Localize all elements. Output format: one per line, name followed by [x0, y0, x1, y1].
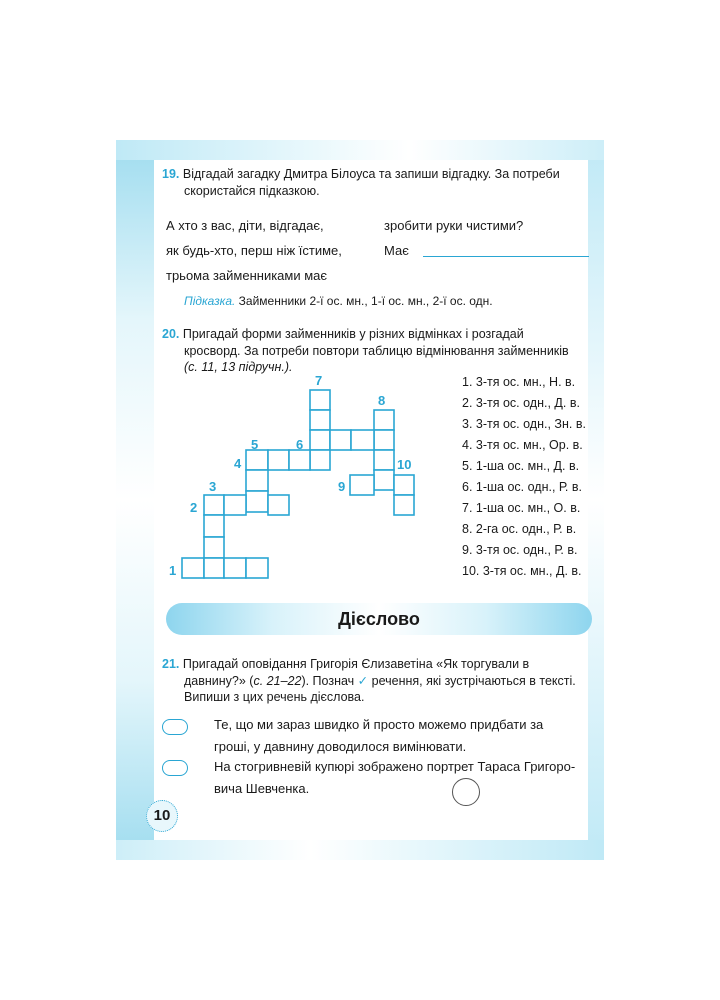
sentence1	[214, 714, 543, 758]
crossword-cell[interactable]	[394, 495, 414, 515]
crossword-cell[interactable]	[374, 470, 394, 490]
clue-item: 3. 3-тя ос. одн., Зн. в.	[462, 417, 586, 431]
hint-label: Підказка.	[184, 294, 236, 308]
section-title-bar	[166, 603, 592, 635]
crossword-cell[interactable]	[374, 450, 394, 470]
clue-item: 4. 3-тя ос. мн., Ор. в.	[462, 438, 583, 452]
poem-line: А хто з вас, діти, відгадає,	[166, 218, 324, 233]
crossword-cell[interactable]	[351, 430, 374, 450]
crossword-number-5: 5	[251, 437, 259, 452]
poem-line: трьома займенниками має	[166, 268, 328, 283]
crossword-number-9: 9	[338, 479, 346, 494]
crossword-number-3: 3	[209, 479, 217, 494]
crossword-cell[interactable]	[268, 495, 289, 515]
bottom-decor-band	[116, 840, 604, 860]
sentence2	[214, 756, 575, 800]
poem-line: Має	[384, 243, 409, 258]
crossword-cell[interactable]	[246, 491, 268, 512]
clue-item: 7. 1-ша ос. мн., О. в.	[462, 501, 581, 515]
section-title: Дієслово	[338, 609, 420, 629]
crossword-cell[interactable]	[224, 495, 246, 515]
clue-item: 8. 2-га ос. одн., Р. в.	[462, 522, 577, 536]
crossword-number-10: 10	[397, 457, 412, 472]
sentence2-line2: вича Шевченка.	[214, 781, 310, 796]
crossword-cell[interactable]	[246, 558, 268, 578]
crossword-number-7: 7	[315, 373, 323, 388]
crossword-cell[interactable]	[268, 450, 289, 470]
crossword-cell[interactable]	[374, 430, 394, 450]
crossword-cell[interactable]	[394, 475, 414, 495]
clue-item: 10. 3-тя ос. мн., Д. в.	[462, 564, 582, 578]
clue-item: 9. 3-тя ос. одн., Р. в.	[462, 543, 578, 557]
crossword-cell[interactable]	[224, 558, 246, 578]
page-number: 10	[146, 800, 178, 832]
crossword-cell[interactable]	[289, 450, 310, 470]
clue-item: 6. 1-ша ос. одн., Р. в.	[462, 480, 582, 494]
top-decor-band	[116, 140, 604, 160]
ex21-text1: Пригадай оповідання Григорія Єлизаветіна «Як торгували в	[182, 657, 530, 671]
ex20-line2: кросворд. За потреби повтори таблицю відмінювання займенників	[184, 344, 569, 358]
crossword-cell[interactable]	[310, 390, 330, 410]
ex21-line1	[162, 656, 529, 672]
ex20-line3: (с. 11, 13 підручн.).	[184, 360, 293, 374]
ex21-text2a: давнину?» (	[184, 674, 254, 688]
crossword-cell[interactable]	[182, 558, 204, 578]
ex21-line3: Випиши з цих речень дієслова.	[184, 690, 365, 704]
sentence1-checkbox[interactable]	[162, 719, 188, 735]
clue-item: 2. 3-тя ос. одн., Д. в.	[462, 396, 580, 410]
crossword-cell[interactable]	[374, 410, 394, 430]
crossword-cell[interactable]	[330, 430, 351, 450]
crossword-number-8: 8	[378, 393, 386, 408]
crossword-number-1: 1	[169, 563, 177, 578]
crossword-cell[interactable]	[310, 450, 330, 470]
ex21-number: 21.	[162, 657, 180, 671]
check-icon: ✓	[357, 674, 369, 688]
poem-line: як будь-хто, перш ніж їстиме,	[166, 243, 342, 258]
crossword-cell[interactable]	[310, 430, 330, 450]
ex21-line2	[184, 673, 576, 689]
crossword-number-4: 4	[234, 456, 242, 471]
answer-line[interactable]	[423, 256, 589, 257]
crossword-cell[interactable]	[246, 450, 268, 470]
crossword-cell[interactable]	[204, 537, 224, 558]
ex19-hint	[184, 293, 493, 309]
ex20-number: 20.	[162, 327, 180, 341]
crossword-cell[interactable]	[246, 470, 268, 491]
crossword-clues	[462, 372, 586, 582]
ex21-text2c: речення, які зустрічаються в тексті.	[371, 674, 576, 688]
ex19-line2: скористайся підказкою.	[184, 184, 320, 198]
ex20-text1: Пригадай форми займенників у різних відмінках і розгадай	[182, 327, 524, 341]
clue-item: 1. 3-тя ос. мн., Н. в.	[462, 375, 576, 389]
crossword-cell[interactable]	[204, 558, 224, 578]
sentence2-checkbox[interactable]	[162, 760, 188, 776]
ex19-number: 19.	[162, 167, 180, 181]
crossword-cell[interactable]	[310, 410, 330, 430]
crossword-cell[interactable]	[204, 495, 224, 515]
left-decor-band	[116, 140, 154, 860]
ex19-poem-left	[166, 213, 342, 288]
hint-text: Займенники 2-ї ос. мн., 1-ї ос. мн., 2-ї ос. одн.	[238, 294, 493, 308]
ex21-text2b: ). Познач	[301, 674, 355, 688]
ex21-ref: с. 21–22	[253, 674, 302, 688]
ex19-text1: Відгадай загадку Дмитра Білоуса та запиши відгадку. За потреби	[182, 167, 560, 181]
crossword-cell[interactable]	[350, 475, 374, 495]
crossword-grid	[160, 365, 460, 585]
sentence1-line2: гроші, у давнину доводилося вимінювати.	[214, 739, 467, 754]
ex20-line1	[162, 326, 524, 342]
right-decor-band	[588, 140, 604, 860]
clue-item: 5. 1-ша ос. мн., Д. в.	[462, 459, 580, 473]
poem-line: зробити руки чистими?	[384, 218, 524, 233]
sentence1-line1: Те, що ми зараз швидко й просто можемо придбати за	[214, 717, 544, 732]
answer-circle[interactable]	[452, 778, 480, 806]
sentence2-line1: На стогривневій купюрі зображено портрет Тараса Григоро-	[214, 759, 576, 774]
crossword-number-2: 2	[190, 500, 198, 515]
crossword-cell[interactable]	[204, 515, 224, 537]
ex19-line1	[162, 166, 560, 182]
crossword-number-6: 6	[296, 437, 304, 452]
